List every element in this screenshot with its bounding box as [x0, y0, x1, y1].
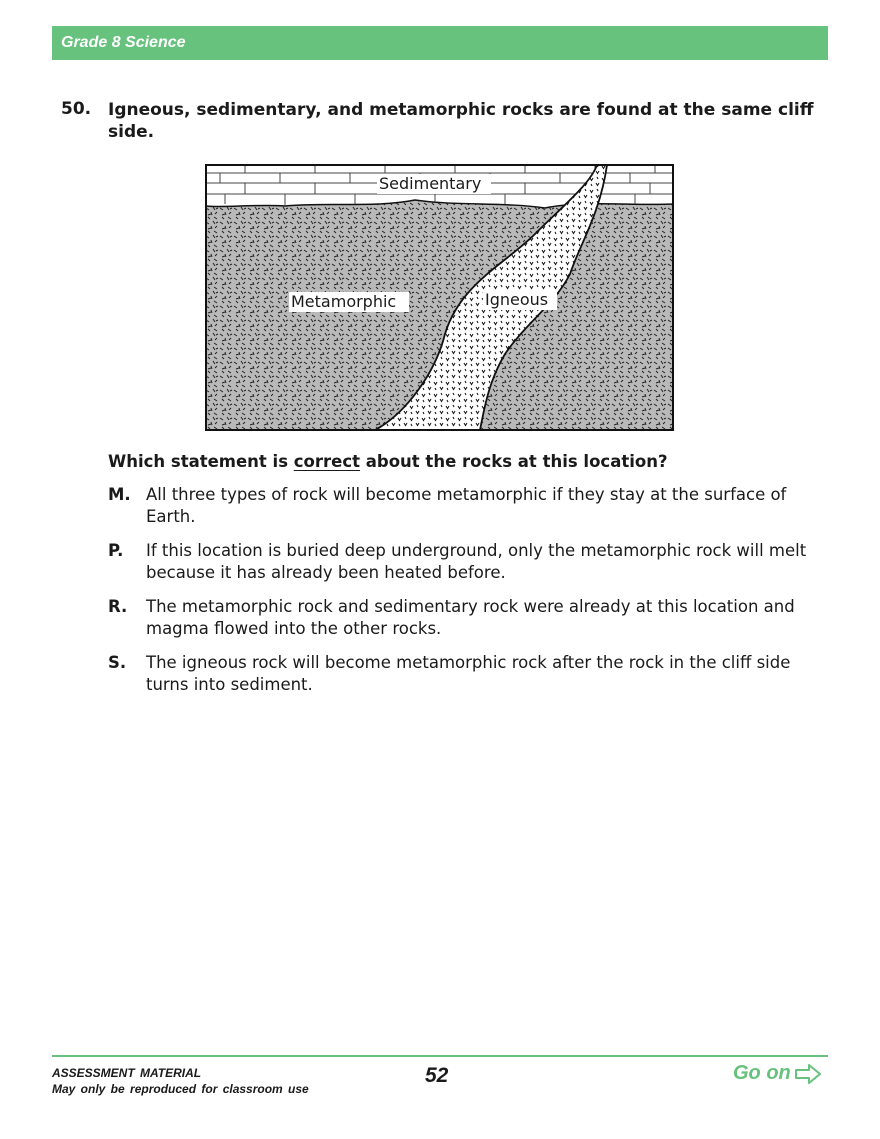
- choice-text: All three types of rock will become metamorphic if they stay at the surface of Earth.: [146, 485, 787, 526]
- answer-choice-r[interactable]: [108, 596, 838, 640]
- choice-text: If this location is buried deep underground, only the metamorphic rock will melt because it has already been heated before.: [146, 541, 807, 582]
- page-number: 52: [425, 1064, 449, 1087]
- answer-choice-s[interactable]: [108, 652, 838, 696]
- go-on-label: Go on: [733, 1062, 791, 1084]
- metamorphic-label: Metamorphic: [291, 292, 397, 311]
- header-title: Grade 8 Science: [61, 34, 186, 51]
- choice-letter: P.: [108, 541, 124, 560]
- footer-notice: [52, 1065, 309, 1097]
- answer-choice-p[interactable]: [108, 540, 838, 584]
- choice-letter: S.: [108, 653, 127, 672]
- choice-text: The igneous rock will become metamorphic rock after the rock in the cliff side turns into sediment.: [146, 653, 791, 694]
- question-stem: Igneous, sedimentary, and metamorphic rocks are found at the same cliff side.: [108, 100, 814, 142]
- footer-divider: [52, 1055, 828, 1057]
- choice-text: The metamorphic rock and sedimentary rock were already at this location and magma flowed into the other rocks.: [146, 597, 795, 638]
- header-banner: [52, 26, 828, 60]
- question-prompt: [108, 452, 668, 471]
- prompt-text-end: about the rocks at this location?: [360, 452, 668, 471]
- rock-layers-diagram: [205, 164, 674, 431]
- question-number: 50.: [61, 99, 92, 119]
- prompt-emphasis: correct: [293, 452, 361, 471]
- choice-letter: M.: [108, 485, 131, 504]
- go-on-indicator: [733, 1062, 821, 1085]
- prompt-text-start: Which statement is: [108, 452, 294, 471]
- footer-line-2: May only be reproduced for classroom use: [52, 1082, 309, 1096]
- choice-letter: R.: [108, 597, 128, 616]
- right-arrow-icon: [795, 1064, 821, 1084]
- footer-line-1: ASSESSMENT MATERIAL: [52, 1066, 202, 1080]
- answer-choice-m[interactable]: [108, 484, 838, 528]
- sedimentary-label: Sedimentary: [379, 174, 482, 193]
- igneous-label: Igneous: [485, 290, 549, 309]
